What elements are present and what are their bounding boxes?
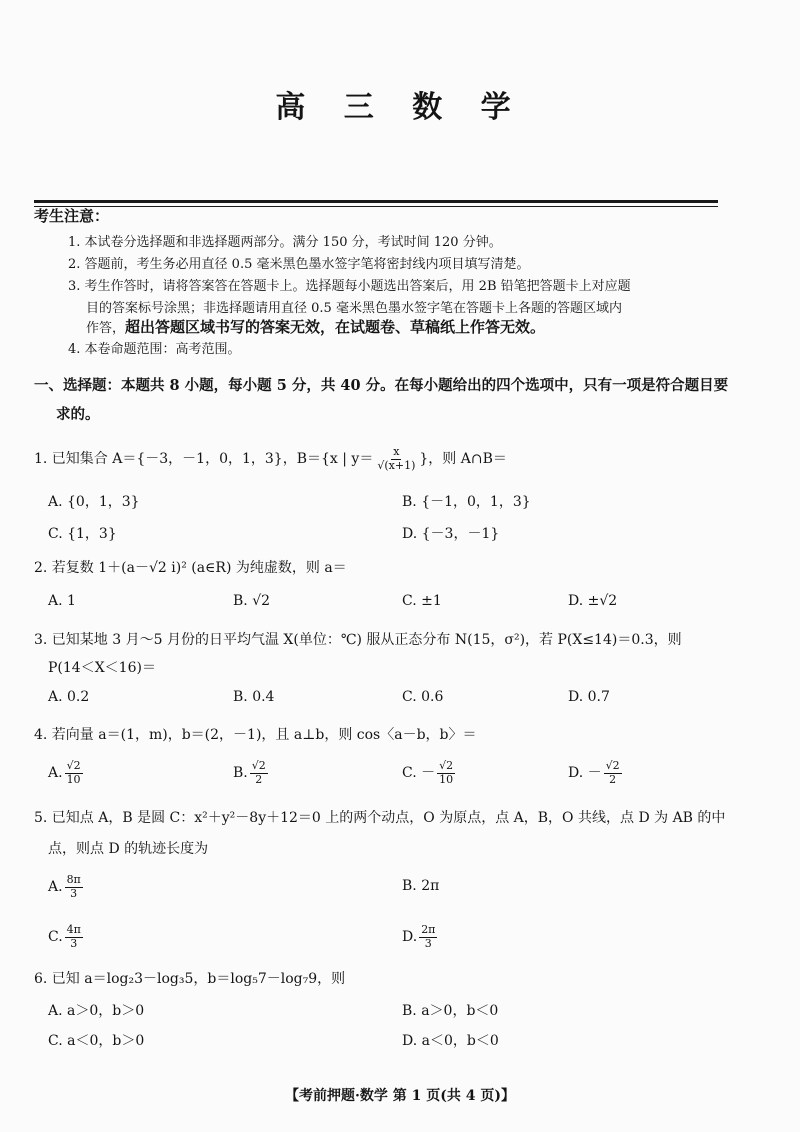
section-1-heading: 一、选择题：本题共 8 小题，每小题 5 分，共 40 分。在每小题给出的四个选项中，只有一项是符合题目要 bbox=[34, 377, 729, 394]
notes-heading: 考生注意： bbox=[34, 207, 110, 225]
q4-d-fraction bbox=[604, 760, 622, 786]
note-3-line-3 bbox=[86, 316, 545, 337]
q5-a-label: A. bbox=[48, 879, 63, 896]
q5-a-num: 8π bbox=[66, 873, 81, 886]
q3-option-b: B. 0.4 bbox=[233, 689, 275, 705]
question-2-stem: 2. 若复数 1＋(a－√2 i)² (a∈R) 为纯虚数，则 a＝ bbox=[34, 560, 347, 576]
q4-option-b bbox=[233, 760, 270, 786]
q1-frac-num: x bbox=[393, 445, 400, 458]
note-3-line-1: 3. 考生作答时，请将答案答在答题卡上。选择题每小题选出答案后，用 2B 铅笔把答题卡上对应题 bbox=[68, 279, 631, 294]
q4-c-num: √2 bbox=[439, 759, 454, 772]
q1-stem-prefix: 1. 已知集合 A＝{－3，－1，0，1，3}，B＝ bbox=[34, 451, 322, 468]
question-3-stem-cont: P(14＜X＜16)＝ bbox=[48, 660, 156, 676]
q4-c-label: C. － bbox=[402, 765, 436, 782]
note-3-prefix: 作答， bbox=[86, 321, 126, 336]
q1-stem-suffix: ，则 A∩B＝ bbox=[428, 451, 507, 468]
q6-option-a: A. a＞0，b＞0 bbox=[48, 1003, 145, 1019]
q4-option-c bbox=[402, 760, 457, 786]
q4-a-fraction bbox=[65, 760, 83, 786]
q1-option-c: C. {1，3} bbox=[48, 526, 117, 542]
q1-set-lhs: {x | y＝ bbox=[321, 451, 374, 468]
q4-b-fraction bbox=[250, 760, 268, 786]
q5-d-num: 2π bbox=[421, 923, 436, 936]
divider-bottom bbox=[34, 206, 718, 207]
question-1-stem bbox=[34, 446, 507, 472]
note-3-line-2: 目的答案标号涂黑；非选择题请用直径 0.5 毫米黑色墨水签字笔在答题卡上各题的答题区域内 bbox=[86, 301, 622, 316]
q4-d-den: 2 bbox=[609, 772, 617, 786]
page-title: 高 三 数 学 bbox=[275, 90, 525, 125]
q5-c-den: 3 bbox=[70, 936, 78, 950]
q2-option-a: A. 1 bbox=[48, 593, 76, 609]
q1-option-b: B. {－1，0，1，3} bbox=[402, 494, 531, 510]
q5-option-a bbox=[48, 874, 85, 900]
q1-set-rhs: } bbox=[419, 451, 429, 468]
q6-option-c: C. a＜0，b＞0 bbox=[48, 1033, 145, 1049]
question-6-stem: 6. 已知 a＝log₂3－log₃5，b＝log₅7－log₇9，则 bbox=[34, 971, 346, 987]
q6-option-b: B. a＞0，b＜0 bbox=[402, 1003, 499, 1019]
page-footer: 【考前押题·数学 第 1 页(共 4 页)】 bbox=[285, 1088, 515, 1104]
q4-d-num: √2 bbox=[605, 759, 620, 772]
q4-b-num: √2 bbox=[251, 759, 266, 772]
q4-b-label: B. bbox=[233, 765, 248, 782]
q5-c-label: C. bbox=[48, 929, 63, 946]
q4-a-label: A. bbox=[48, 765, 63, 782]
question-5-stem: 5. 已知点 A，B 是圆 C：x²＋y²－8y＋12＝0 上的两个动点，O 为原点，点 A，B，O 共线，点 D 为 AB 的中 bbox=[34, 810, 726, 826]
q2-option-c: C. ±1 bbox=[402, 593, 442, 609]
q1-frac-den: √(x+1) bbox=[377, 458, 416, 472]
q4-a-num: √2 bbox=[66, 759, 81, 772]
q4-d-label: D. － bbox=[568, 765, 602, 782]
q4-option-a bbox=[48, 760, 85, 786]
q1-option-d: D. {－3，－1} bbox=[402, 526, 500, 542]
q5-d-label: D. bbox=[402, 929, 418, 946]
q5-option-c bbox=[48, 924, 85, 950]
q5-a-fraction bbox=[65, 874, 83, 900]
q5-c-fraction bbox=[65, 924, 83, 950]
note-4: 4. 本卷命题范围：高考范围。 bbox=[68, 342, 241, 357]
q4-option-d bbox=[568, 760, 624, 786]
q5-option-d bbox=[402, 924, 439, 950]
note-3-emphasis: 超出答题区域书写的答案无效，在试题卷、草稿纸上作答无效。 bbox=[125, 318, 546, 336]
q5-option-b: B. 2π bbox=[402, 878, 440, 894]
question-5-stem-cont: 点，则点 D 的轨迹长度为 bbox=[48, 841, 209, 857]
question-3-stem: 3. 已知某地 3 月～5 月份的日平均气温 X(单位：℃) 服从正态分布 N(15，σ²)，若 P(X≤14)＝0.3，则 bbox=[34, 632, 682, 648]
q5-d-den: 3 bbox=[424, 936, 432, 950]
q2-option-d: D. ±√2 bbox=[568, 593, 618, 609]
q4-c-fraction bbox=[437, 760, 455, 786]
q1-fraction bbox=[375, 446, 417, 472]
q4-b-den: 2 bbox=[255, 772, 263, 786]
note-1: 1. 本试卷分选择题和非选择题两部分。满分 150 分，考试时间 120 分钟。 bbox=[68, 235, 502, 250]
question-4-stem: 4. 若向量 a＝(1，m)，b＝(2，－1)，且 a⊥b，则 cos〈a－b，b〉＝ bbox=[34, 727, 477, 743]
q1-option-a: A. {0，1，3} bbox=[48, 494, 140, 510]
q4-a-den: 10 bbox=[66, 772, 81, 786]
divider-top bbox=[34, 200, 718, 203]
q2-option-b: B. √2 bbox=[233, 593, 271, 609]
q3-option-c: C. 0.6 bbox=[402, 689, 444, 705]
q6-option-d: D. a＜0，b＜0 bbox=[402, 1033, 499, 1049]
q5-c-num: 4π bbox=[66, 923, 81, 936]
section-1-heading-cont: 求的。 bbox=[56, 406, 100, 423]
note-2: 2. 答题前，考生务必用直径 0.5 毫米黑色墨水签字笔将密封线内项目填写清楚。 bbox=[68, 257, 530, 272]
q4-c-den: 10 bbox=[439, 772, 454, 786]
q3-option-a: A. 0.2 bbox=[48, 689, 90, 705]
q5-d-fraction bbox=[419, 924, 437, 950]
q5-a-den: 3 bbox=[70, 886, 78, 900]
q3-option-d: D. 0.7 bbox=[568, 689, 610, 705]
